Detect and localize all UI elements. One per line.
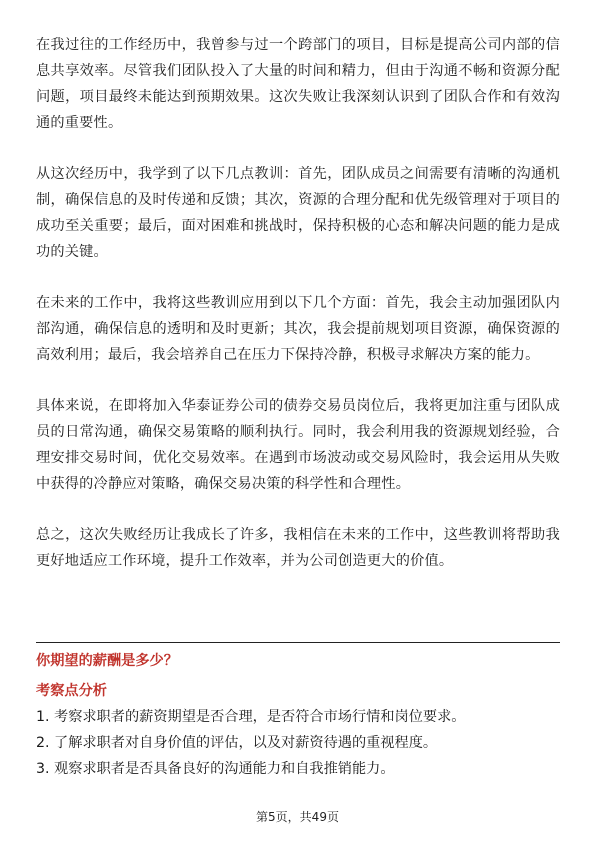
paragraph-conclusion: 总之，这次失败经历让我成长了许多，我相信在未来的工作中，这些教训将帮助我更好地适应工作环境，提升工作效率，并为公司创造更大的价值。 <box>36 527 560 569</box>
analysis-point: 1. 考察求职者的薪资期望是否合理，是否符合市场行情和岗位要求。 <box>36 709 466 725</box>
answer-body <box>36 32 560 574</box>
question-heading: 你期望的薪酬是多少？ <box>36 653 178 669</box>
paragraph-lessons: 从这次经历中，我学到了以下几点教训：首先，团队成员之间需要有清晰的沟通机制，确保信息的及时传递和反馈；其次，资源的合理分配和优先级管理对于项目的成功至关重要；最后，面对困难和挑战时，保持积极的心态和解决问题的能力是成功的关键。 <box>36 166 560 260</box>
paragraph-specific-plan: 具体来说，在即将加入华泰证券公司的债券交易员岗位后，我将更加注重与团队成员的日常沟通，确保交易策略的顺利执行。同时，我会利用我的资源规划经验，合理安排交易时间，优化交易效率。在遇到市场波动或交易风险时，我会运用从失败中获得的冷静应对策略，确保交易决策的科学性和合理性。 <box>36 398 560 492</box>
paragraph-failure-experience: 在我过往的工作经历中，我曾参与过一个跨部门的项目，目标是提高公司内部的信息共享效率。尽管我们团队投入了大量的时间和精力，但由于沟通不畅和资源分配问题，项目最终未能达到预期效果。这次失败让我深刻认识到了团队合作和有效沟通的重要性。 <box>36 37 560 131</box>
section-divider <box>36 642 560 643</box>
page-number: 第5页，共49页 <box>256 810 339 824</box>
analysis-point: 2. 了解求职者对自身价值的评估，以及对薪资待遇的重视程度。 <box>36 735 438 751</box>
analysis-heading: 考察点分析 <box>36 683 107 699</box>
analysis-point: 3. 观察求职者是否具备良好的沟通能力和自我推销能力。 <box>36 761 395 777</box>
question-section <box>36 650 560 782</box>
analysis-points-list <box>36 704 560 782</box>
paragraph-future-application: 在未来的工作中，我将这些教训应用到以下几个方面：首先，我会主动加强团队内部沟通，确保信息的透明和及时更新；其次，我会提前规划项目资源，确保资源的高效利用；最后，我会培养自己在压力下保持冷静，积极寻求解决方案的能力。 <box>36 295 560 363</box>
